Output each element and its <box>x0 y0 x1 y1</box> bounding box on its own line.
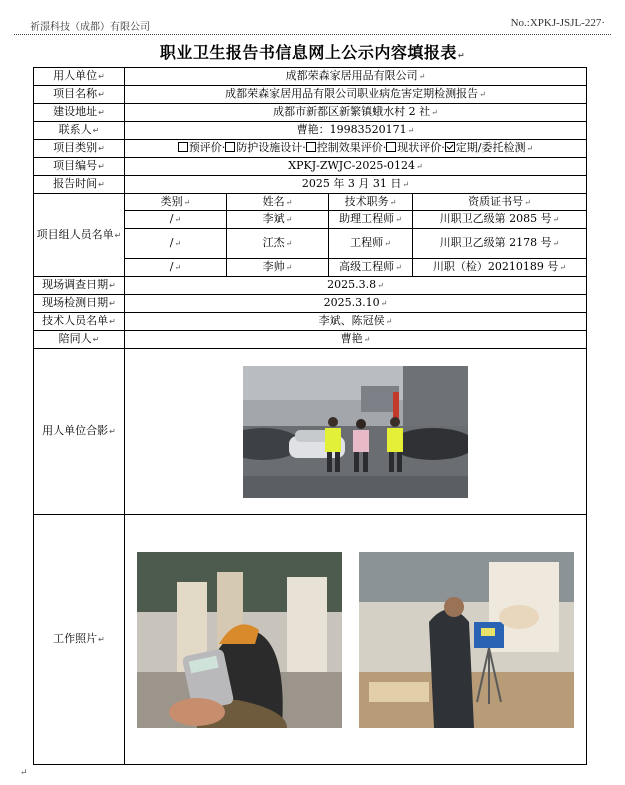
checkbox-icon[interactable] <box>225 142 235 152</box>
row-survey-date <box>34 277 587 295</box>
address-value: 成都市新都区新繁镇蛾水村 2 社↵ <box>125 104 587 122</box>
accompany-value: 曹艳↵ <box>125 331 587 349</box>
member-cert: 川职卫乙级第 2085 号↵ <box>413 211 587 229</box>
header-doc-number: No.:XPKJ-JSJL-227· <box>510 17 605 29</box>
project-number-value: XPKJ-ZWJC-2025-0124↵ <box>125 158 587 176</box>
project-label: 项目名称↵ <box>34 86 125 104</box>
checkbox-icon[interactable] <box>306 142 316 152</box>
page-header <box>14 14 611 35</box>
members-header-name: 姓名↵ <box>227 194 329 211</box>
work-photo-group <box>127 552 584 728</box>
category-options: 预评价· 防护设施设计· 控制效果评价· 现状评价· 定期/委托检测↵ <box>125 140 587 158</box>
row-group-photo <box>34 349 587 515</box>
member-name: 江杰↵ <box>227 229 329 259</box>
paragraph-mark: ↵ <box>20 768 28 778</box>
work-photo-sound-meter <box>137 552 342 728</box>
member-cert: 川职卫乙级第 2178 号↵ <box>413 229 587 259</box>
member-category: /↵ <box>125 211 227 229</box>
category-option[interactable]: 防护设施设计 <box>225 141 302 154</box>
member-name: 李帅↵ <box>227 259 329 277</box>
info-form-table <box>33 67 587 765</box>
members-label: 项目组人员名单↵ <box>34 194 125 277</box>
row-report-time <box>34 176 587 194</box>
survey-date-value: 2025.3.8↵ <box>125 277 587 295</box>
work-photo-label: 工作照片↵ <box>34 515 125 765</box>
member-title: 工程师↵ <box>329 229 413 259</box>
employer-label: 用人单位↵ <box>34 68 125 86</box>
members-header-row <box>34 194 587 211</box>
group-photo-label: 用人单位合影↵ <box>34 349 125 515</box>
checkbox-icon[interactable] <box>178 142 188 152</box>
member-category: /↵ <box>125 229 227 259</box>
member-cert: 川职（检）20210189 号↵ <box>413 259 587 277</box>
report-time-value: 2025 年 3 月 31 日↵ <box>125 176 587 194</box>
report-time-label: 报告时间↵ <box>34 176 125 194</box>
row-contact <box>34 122 587 140</box>
contact-value: 曹艳：19983520171↵ <box>125 122 587 140</box>
checkbox-icon[interactable] <box>386 142 396 152</box>
group-photo-cell <box>125 349 587 515</box>
accompany-label: 陪同人↵ <box>34 331 125 349</box>
group-photo <box>243 366 468 498</box>
work-photo-instrument <box>359 552 574 728</box>
row-project <box>34 86 587 104</box>
member-category: /↵ <box>125 259 227 277</box>
survey-date-label: 现场调查日期↵ <box>34 277 125 295</box>
header-company: 祈澋科技（成都）有限公司 <box>30 22 150 33</box>
row-test-date <box>34 295 587 313</box>
project-value: 成都荣森家居用品有限公司职业病危害定期检测报告↵ <box>125 86 587 104</box>
category-option[interactable]: 控制效果评价 <box>306 141 383 154</box>
members-header-cert: 资质证书号↵ <box>413 194 587 211</box>
category-label: 项目类别↵ <box>34 140 125 158</box>
member-title: 高级工程师↵ <box>329 259 413 277</box>
project-number-label: 项目编号↵ <box>34 158 125 176</box>
category-option[interactable]: 现状评价 <box>386 141 441 154</box>
test-date-value: 2025.3.10↵ <box>125 295 587 313</box>
work-photo-cell <box>125 515 587 765</box>
member-name: 李斌↵ <box>227 211 329 229</box>
checkbox-checked-icon[interactable] <box>445 142 455 152</box>
row-address <box>34 104 587 122</box>
tech-staff-label: 技术人员名单↵ <box>34 313 125 331</box>
row-tech-staff <box>34 313 587 331</box>
members-header-title: 技术职务↵ <box>329 194 413 211</box>
category-option[interactable]: 预评价 <box>178 141 222 154</box>
row-work-photos <box>34 515 587 765</box>
address-label: 建设地址↵ <box>34 104 125 122</box>
row-accompany <box>34 331 587 349</box>
document-title: 职业卫生报告书信息网上公示内容填报表↵ <box>159 43 466 62</box>
tech-staff-value: 李斌、陈冠侯↵ <box>125 313 587 331</box>
members-header-category: 类别↵ <box>125 194 227 211</box>
row-category <box>34 140 587 158</box>
test-date-label: 现场检测日期↵ <box>34 295 125 313</box>
row-employer <box>34 68 587 86</box>
member-title: 助理工程师↵ <box>329 211 413 229</box>
category-option[interactable]: 定期/委托检测 <box>445 141 526 154</box>
employer-value: 成都荣森家居用品有限公司↵ <box>125 68 587 86</box>
contact-label: 联系人↵ <box>34 122 125 140</box>
row-project-number <box>34 158 587 176</box>
